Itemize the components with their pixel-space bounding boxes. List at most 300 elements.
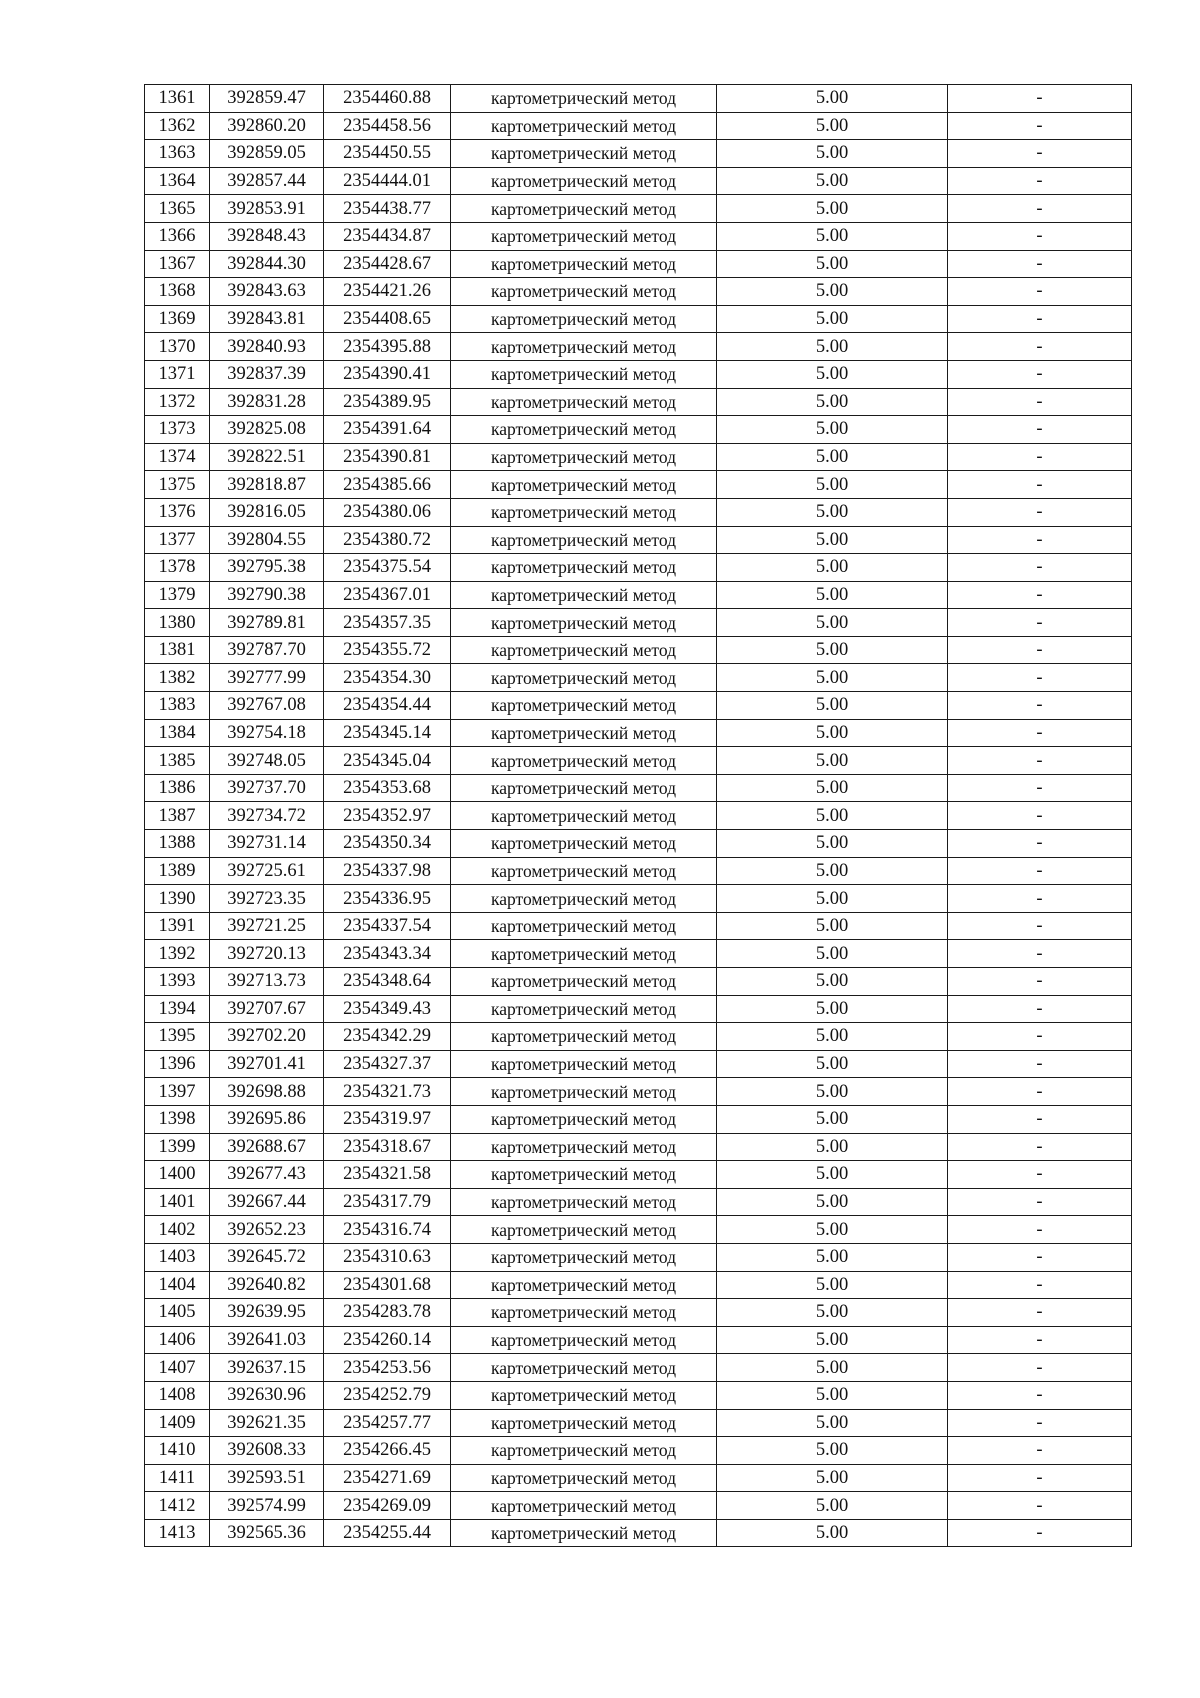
point-number-cell: 1381: [145, 636, 210, 664]
table-row: [145, 609, 1132, 637]
point-number-cell: 1394: [145, 995, 210, 1023]
note-cell: -: [948, 1492, 1132, 1520]
y-coordinate-cell: 2354375.54: [324, 554, 451, 582]
method-cell: картометрический метод: [451, 1216, 717, 1244]
precision-cell: 5.00: [717, 581, 948, 609]
y-coordinate-cell: 2354428.67: [324, 250, 451, 278]
note-cell: -: [948, 1243, 1132, 1271]
point-number-cell: 1376: [145, 498, 210, 526]
y-coordinate-cell: 2354345.14: [324, 719, 451, 747]
precision-cell: 5.00: [717, 222, 948, 250]
method-cell: картометрический метод: [451, 140, 717, 168]
x-coordinate-cell: 392723.35: [210, 885, 324, 913]
x-coordinate-cell: 392688.67: [210, 1133, 324, 1161]
x-coordinate-cell: 392695.86: [210, 1105, 324, 1133]
method-cell: картометрический метод: [451, 1161, 717, 1189]
precision-cell: 5.00: [717, 802, 948, 830]
method-cell: картометрический метод: [451, 664, 717, 692]
point-number-cell: 1371: [145, 360, 210, 388]
table-row: [145, 1023, 1132, 1051]
precision-cell: 5.00: [717, 167, 948, 195]
y-coordinate-cell: 2354321.58: [324, 1161, 451, 1189]
point-number-cell: 1366: [145, 222, 210, 250]
y-coordinate-cell: 2354327.37: [324, 1050, 451, 1078]
x-coordinate-cell: 392734.72: [210, 802, 324, 830]
note-cell: -: [948, 388, 1132, 416]
method-cell: картометрический метод: [451, 195, 717, 223]
precision-cell: 5.00: [717, 498, 948, 526]
y-coordinate-cell: 2354367.01: [324, 581, 451, 609]
table-row: [145, 1161, 1132, 1189]
precision-cell: 5.00: [717, 885, 948, 913]
precision-cell: 5.00: [717, 195, 948, 223]
note-cell: -: [948, 664, 1132, 692]
table-row: [145, 1492, 1132, 1520]
method-cell: картометрический метод: [451, 774, 717, 802]
y-coordinate-cell: 2354458.56: [324, 112, 451, 140]
note-cell: -: [948, 498, 1132, 526]
x-coordinate-cell: 392857.44: [210, 167, 324, 195]
point-number-cell: 1409: [145, 1409, 210, 1437]
precision-cell: 5.00: [717, 1188, 948, 1216]
point-number-cell: 1388: [145, 830, 210, 858]
point-number-cell: 1411: [145, 1464, 210, 1492]
point-number-cell: 1400: [145, 1161, 210, 1189]
table-row: [145, 112, 1132, 140]
table-row: [145, 912, 1132, 940]
y-coordinate-cell: 2354252.79: [324, 1381, 451, 1409]
note-cell: -: [948, 802, 1132, 830]
x-coordinate-cell: 392640.82: [210, 1271, 324, 1299]
table-row: [145, 222, 1132, 250]
method-cell: картометрический метод: [451, 416, 717, 444]
method-cell: картометрический метод: [451, 1381, 717, 1409]
point-number-cell: 1368: [145, 278, 210, 306]
x-coordinate-cell: 392737.70: [210, 774, 324, 802]
note-cell: -: [948, 1023, 1132, 1051]
x-coordinate-cell: 392840.93: [210, 333, 324, 361]
method-cell: картометрический метод: [451, 857, 717, 885]
point-number-cell: 1377: [145, 526, 210, 554]
precision-cell: 5.00: [717, 554, 948, 582]
method-cell: картометрический метод: [451, 222, 717, 250]
point-number-cell: 1386: [145, 774, 210, 802]
table-row: [145, 1409, 1132, 1437]
table-row: [145, 1381, 1132, 1409]
table-row: [145, 968, 1132, 996]
method-cell: картометрический метод: [451, 333, 717, 361]
y-coordinate-cell: 2354345.04: [324, 747, 451, 775]
note-cell: -: [948, 1078, 1132, 1106]
y-coordinate-cell: 2354266.45: [324, 1437, 451, 1465]
note-cell: -: [948, 968, 1132, 996]
point-number-cell: 1365: [145, 195, 210, 223]
x-coordinate-cell: 392565.36: [210, 1519, 324, 1547]
precision-cell: 5.00: [717, 250, 948, 278]
x-coordinate-cell: 392748.05: [210, 747, 324, 775]
note-cell: -: [948, 1188, 1132, 1216]
table-row: [145, 1216, 1132, 1244]
method-cell: картометрический метод: [451, 1023, 717, 1051]
precision-cell: 5.00: [717, 1437, 948, 1465]
table-row: [145, 747, 1132, 775]
point-number-cell: 1383: [145, 692, 210, 720]
table-row: [145, 995, 1132, 1023]
method-cell: картометрический метод: [451, 1188, 717, 1216]
precision-cell: 5.00: [717, 471, 948, 499]
point-number-cell: 1401: [145, 1188, 210, 1216]
point-number-cell: 1370: [145, 333, 210, 361]
table-row: [145, 443, 1132, 471]
method-cell: картометрический метод: [451, 1519, 717, 1547]
point-number-cell: 1374: [145, 443, 210, 471]
table-row: [145, 1188, 1132, 1216]
note-cell: -: [948, 995, 1132, 1023]
point-number-cell: 1373: [145, 416, 210, 444]
table-row: [145, 1437, 1132, 1465]
y-coordinate-cell: 2354318.67: [324, 1133, 451, 1161]
x-coordinate-cell: 392701.41: [210, 1050, 324, 1078]
method-cell: картометрический метод: [451, 609, 717, 637]
y-coordinate-cell: 2354450.55: [324, 140, 451, 168]
table-row: [145, 305, 1132, 333]
precision-cell: 5.00: [717, 719, 948, 747]
point-number-cell: 1402: [145, 1216, 210, 1244]
method-cell: картометрический метод: [451, 912, 717, 940]
note-cell: -: [948, 554, 1132, 582]
point-number-cell: 1412: [145, 1492, 210, 1520]
note-cell: -: [948, 1271, 1132, 1299]
y-coordinate-cell: 2354301.68: [324, 1271, 451, 1299]
method-cell: картометрический метод: [451, 830, 717, 858]
method-cell: картометрический метод: [451, 1078, 717, 1106]
method-cell: картометрический метод: [451, 554, 717, 582]
note-cell: -: [948, 857, 1132, 885]
table-row: [145, 1133, 1132, 1161]
x-coordinate-cell: 392767.08: [210, 692, 324, 720]
table-row: [145, 554, 1132, 582]
y-coordinate-cell: 2354343.34: [324, 940, 451, 968]
y-coordinate-cell: 2354357.35: [324, 609, 451, 637]
x-coordinate-cell: 392860.20: [210, 112, 324, 140]
x-coordinate-cell: 392777.99: [210, 664, 324, 692]
precision-cell: 5.00: [717, 1519, 948, 1547]
y-coordinate-cell: 2354385.66: [324, 471, 451, 499]
method-cell: картометрический метод: [451, 1437, 717, 1465]
note-cell: -: [948, 1216, 1132, 1244]
y-coordinate-cell: 2354257.77: [324, 1409, 451, 1437]
table-row: [145, 581, 1132, 609]
table-row: [145, 857, 1132, 885]
table-row: [145, 498, 1132, 526]
table-row: [145, 1299, 1132, 1327]
point-number-cell: 1404: [145, 1271, 210, 1299]
method-cell: картометрический метод: [451, 581, 717, 609]
point-number-cell: 1361: [145, 85, 210, 113]
note-cell: -: [948, 1050, 1132, 1078]
x-coordinate-cell: 392843.81: [210, 305, 324, 333]
x-coordinate-cell: 392822.51: [210, 443, 324, 471]
point-number-cell: 1378: [145, 554, 210, 582]
table-row: [145, 830, 1132, 858]
method-cell: картометрический метод: [451, 112, 717, 140]
x-coordinate-cell: 392859.47: [210, 85, 324, 113]
precision-cell: 5.00: [717, 85, 948, 113]
method-cell: картометрический метод: [451, 1492, 717, 1520]
point-number-cell: 1375: [145, 471, 210, 499]
precision-cell: 5.00: [717, 140, 948, 168]
note-cell: -: [948, 692, 1132, 720]
note-cell: -: [948, 471, 1132, 499]
table-row: [145, 1326, 1132, 1354]
table-row: [145, 940, 1132, 968]
y-coordinate-cell: 2354319.97: [324, 1105, 451, 1133]
precision-cell: 5.00: [717, 1216, 948, 1244]
x-coordinate-cell: 392721.25: [210, 912, 324, 940]
point-number-cell: 1363: [145, 140, 210, 168]
y-coordinate-cell: 2354352.97: [324, 802, 451, 830]
point-number-cell: 1406: [145, 1326, 210, 1354]
method-cell: картометрический метод: [451, 471, 717, 499]
precision-cell: 5.00: [717, 526, 948, 554]
precision-cell: 5.00: [717, 1492, 948, 1520]
table-row: [145, 278, 1132, 306]
y-coordinate-cell: 2354350.34: [324, 830, 451, 858]
table-row: [145, 802, 1132, 830]
table-row: [145, 664, 1132, 692]
point-number-cell: 1395: [145, 1023, 210, 1051]
x-coordinate-cell: 392608.33: [210, 1437, 324, 1465]
x-coordinate-cell: 392667.44: [210, 1188, 324, 1216]
point-number-cell: 1405: [145, 1299, 210, 1327]
x-coordinate-cell: 392816.05: [210, 498, 324, 526]
y-coordinate-cell: 2354310.63: [324, 1243, 451, 1271]
note-cell: -: [948, 1299, 1132, 1327]
point-number-cell: 1408: [145, 1381, 210, 1409]
method-cell: картометрический метод: [451, 360, 717, 388]
note-cell: -: [948, 885, 1132, 913]
x-coordinate-cell: 392645.72: [210, 1243, 324, 1271]
precision-cell: 5.00: [717, 774, 948, 802]
note-cell: -: [948, 940, 1132, 968]
note-cell: -: [948, 1464, 1132, 1492]
x-coordinate-cell: 392844.30: [210, 250, 324, 278]
x-coordinate-cell: 392795.38: [210, 554, 324, 582]
precision-cell: 5.00: [717, 388, 948, 416]
table-row: [145, 140, 1132, 168]
point-number-cell: 1379: [145, 581, 210, 609]
point-number-cell: 1369: [145, 305, 210, 333]
precision-cell: 5.00: [717, 1161, 948, 1189]
method-cell: картометрический метод: [451, 885, 717, 913]
point-number-cell: 1362: [145, 112, 210, 140]
x-coordinate-cell: 392837.39: [210, 360, 324, 388]
point-number-cell: 1403: [145, 1243, 210, 1271]
method-cell: картометрический метод: [451, 747, 717, 775]
note-cell: -: [948, 85, 1132, 113]
x-coordinate-cell: 392637.15: [210, 1354, 324, 1382]
x-coordinate-cell: 392725.61: [210, 857, 324, 885]
note-cell: -: [948, 443, 1132, 471]
x-coordinate-cell: 392848.43: [210, 222, 324, 250]
table-row: [145, 1050, 1132, 1078]
precision-cell: 5.00: [717, 1133, 948, 1161]
y-coordinate-cell: 2354353.68: [324, 774, 451, 802]
method-cell: картометрический метод: [451, 250, 717, 278]
precision-cell: 5.00: [717, 940, 948, 968]
precision-cell: 5.00: [717, 1464, 948, 1492]
y-coordinate-cell: 2354389.95: [324, 388, 451, 416]
x-coordinate-cell: 392713.73: [210, 968, 324, 996]
precision-cell: 5.00: [717, 1271, 948, 1299]
table-row: [145, 333, 1132, 361]
method-cell: картометрический метод: [451, 692, 717, 720]
y-coordinate-cell: 2354354.30: [324, 664, 451, 692]
table-row: [145, 885, 1132, 913]
coordinates-table-body: [145, 85, 1132, 1547]
precision-cell: 5.00: [717, 360, 948, 388]
table-row: [145, 1243, 1132, 1271]
y-coordinate-cell: 2354390.41: [324, 360, 451, 388]
x-coordinate-cell: 392720.13: [210, 940, 324, 968]
y-coordinate-cell: 2354348.64: [324, 968, 451, 996]
point-number-cell: 1372: [145, 388, 210, 416]
point-number-cell: 1389: [145, 857, 210, 885]
note-cell: -: [948, 1133, 1132, 1161]
precision-cell: 5.00: [717, 692, 948, 720]
table-row: [145, 250, 1132, 278]
precision-cell: 5.00: [717, 664, 948, 692]
note-cell: -: [948, 222, 1132, 250]
y-coordinate-cell: 2354354.44: [324, 692, 451, 720]
point-number-cell: 1410: [145, 1437, 210, 1465]
y-coordinate-cell: 2354355.72: [324, 636, 451, 664]
method-cell: картометрический метод: [451, 388, 717, 416]
note-cell: -: [948, 360, 1132, 388]
y-coordinate-cell: 2354444.01: [324, 167, 451, 195]
point-number-cell: 1397: [145, 1078, 210, 1106]
note-cell: -: [948, 912, 1132, 940]
point-number-cell: 1398: [145, 1105, 210, 1133]
y-coordinate-cell: 2354255.44: [324, 1519, 451, 1547]
table-row: [145, 719, 1132, 747]
note-cell: -: [948, 305, 1132, 333]
note-cell: -: [948, 1161, 1132, 1189]
x-coordinate-cell: 392853.91: [210, 195, 324, 223]
table-row: [145, 636, 1132, 664]
note-cell: -: [948, 609, 1132, 637]
y-coordinate-cell: 2354460.88: [324, 85, 451, 113]
y-coordinate-cell: 2354337.54: [324, 912, 451, 940]
precision-cell: 5.00: [717, 1243, 948, 1271]
method-cell: картометрический метод: [451, 1243, 717, 1271]
note-cell: -: [948, 1105, 1132, 1133]
point-number-cell: 1392: [145, 940, 210, 968]
note-cell: -: [948, 140, 1132, 168]
table-row: [145, 195, 1132, 223]
precision-cell: 5.00: [717, 912, 948, 940]
table-row: [145, 167, 1132, 195]
method-cell: картометрический метод: [451, 968, 717, 996]
y-coordinate-cell: 2354349.43: [324, 995, 451, 1023]
x-coordinate-cell: 392641.03: [210, 1326, 324, 1354]
method-cell: картометрический метод: [451, 1409, 717, 1437]
table-row: [145, 388, 1132, 416]
note-cell: -: [948, 195, 1132, 223]
point-number-cell: 1391: [145, 912, 210, 940]
method-cell: картометрический метод: [451, 1133, 717, 1161]
table-row: [145, 360, 1132, 388]
note-cell: -: [948, 1326, 1132, 1354]
method-cell: картометрический метод: [451, 498, 717, 526]
y-coordinate-cell: 2354421.26: [324, 278, 451, 306]
note-cell: -: [948, 636, 1132, 664]
precision-cell: 5.00: [717, 112, 948, 140]
method-cell: картометрический метод: [451, 1299, 717, 1327]
precision-cell: 5.00: [717, 1105, 948, 1133]
note-cell: -: [948, 278, 1132, 306]
note-cell: -: [948, 1437, 1132, 1465]
table-row: [145, 692, 1132, 720]
x-coordinate-cell: 392804.55: [210, 526, 324, 554]
x-coordinate-cell: 392789.81: [210, 609, 324, 637]
method-cell: картометрический метод: [451, 443, 717, 471]
note-cell: -: [948, 1354, 1132, 1382]
x-coordinate-cell: 392677.43: [210, 1161, 324, 1189]
note-cell: -: [948, 1409, 1132, 1437]
table-row: [145, 1105, 1132, 1133]
point-number-cell: 1367: [145, 250, 210, 278]
y-coordinate-cell: 2354336.95: [324, 885, 451, 913]
table-row: [145, 526, 1132, 554]
note-cell: -: [948, 830, 1132, 858]
y-coordinate-cell: 2354434.87: [324, 222, 451, 250]
method-cell: картометрический метод: [451, 1271, 717, 1299]
table-row: [145, 85, 1132, 113]
y-coordinate-cell: 2354271.69: [324, 1464, 451, 1492]
precision-cell: 5.00: [717, 609, 948, 637]
x-coordinate-cell: 392825.08: [210, 416, 324, 444]
note-cell: -: [948, 250, 1132, 278]
precision-cell: 5.00: [717, 333, 948, 361]
note-cell: -: [948, 719, 1132, 747]
x-coordinate-cell: 392702.20: [210, 1023, 324, 1051]
x-coordinate-cell: 392831.28: [210, 388, 324, 416]
x-coordinate-cell: 392574.99: [210, 1492, 324, 1520]
method-cell: картометрический метод: [451, 636, 717, 664]
precision-cell: 5.00: [717, 747, 948, 775]
precision-cell: 5.00: [717, 1326, 948, 1354]
x-coordinate-cell: 392639.95: [210, 1299, 324, 1327]
point-number-cell: 1384: [145, 719, 210, 747]
method-cell: картометрический метод: [451, 719, 717, 747]
note-cell: -: [948, 416, 1132, 444]
x-coordinate-cell: 392630.96: [210, 1381, 324, 1409]
method-cell: картометрический метод: [451, 305, 717, 333]
y-coordinate-cell: 2354380.06: [324, 498, 451, 526]
x-coordinate-cell: 392790.38: [210, 581, 324, 609]
x-coordinate-cell: 392652.23: [210, 1216, 324, 1244]
precision-cell: 5.00: [717, 857, 948, 885]
x-coordinate-cell: 392843.63: [210, 278, 324, 306]
x-coordinate-cell: 392621.35: [210, 1409, 324, 1437]
precision-cell: 5.00: [717, 968, 948, 996]
table-row: [145, 1271, 1132, 1299]
coordinates-table: [144, 84, 1132, 1547]
note-cell: -: [948, 167, 1132, 195]
method-cell: картометрический метод: [451, 1326, 717, 1354]
x-coordinate-cell: 392787.70: [210, 636, 324, 664]
